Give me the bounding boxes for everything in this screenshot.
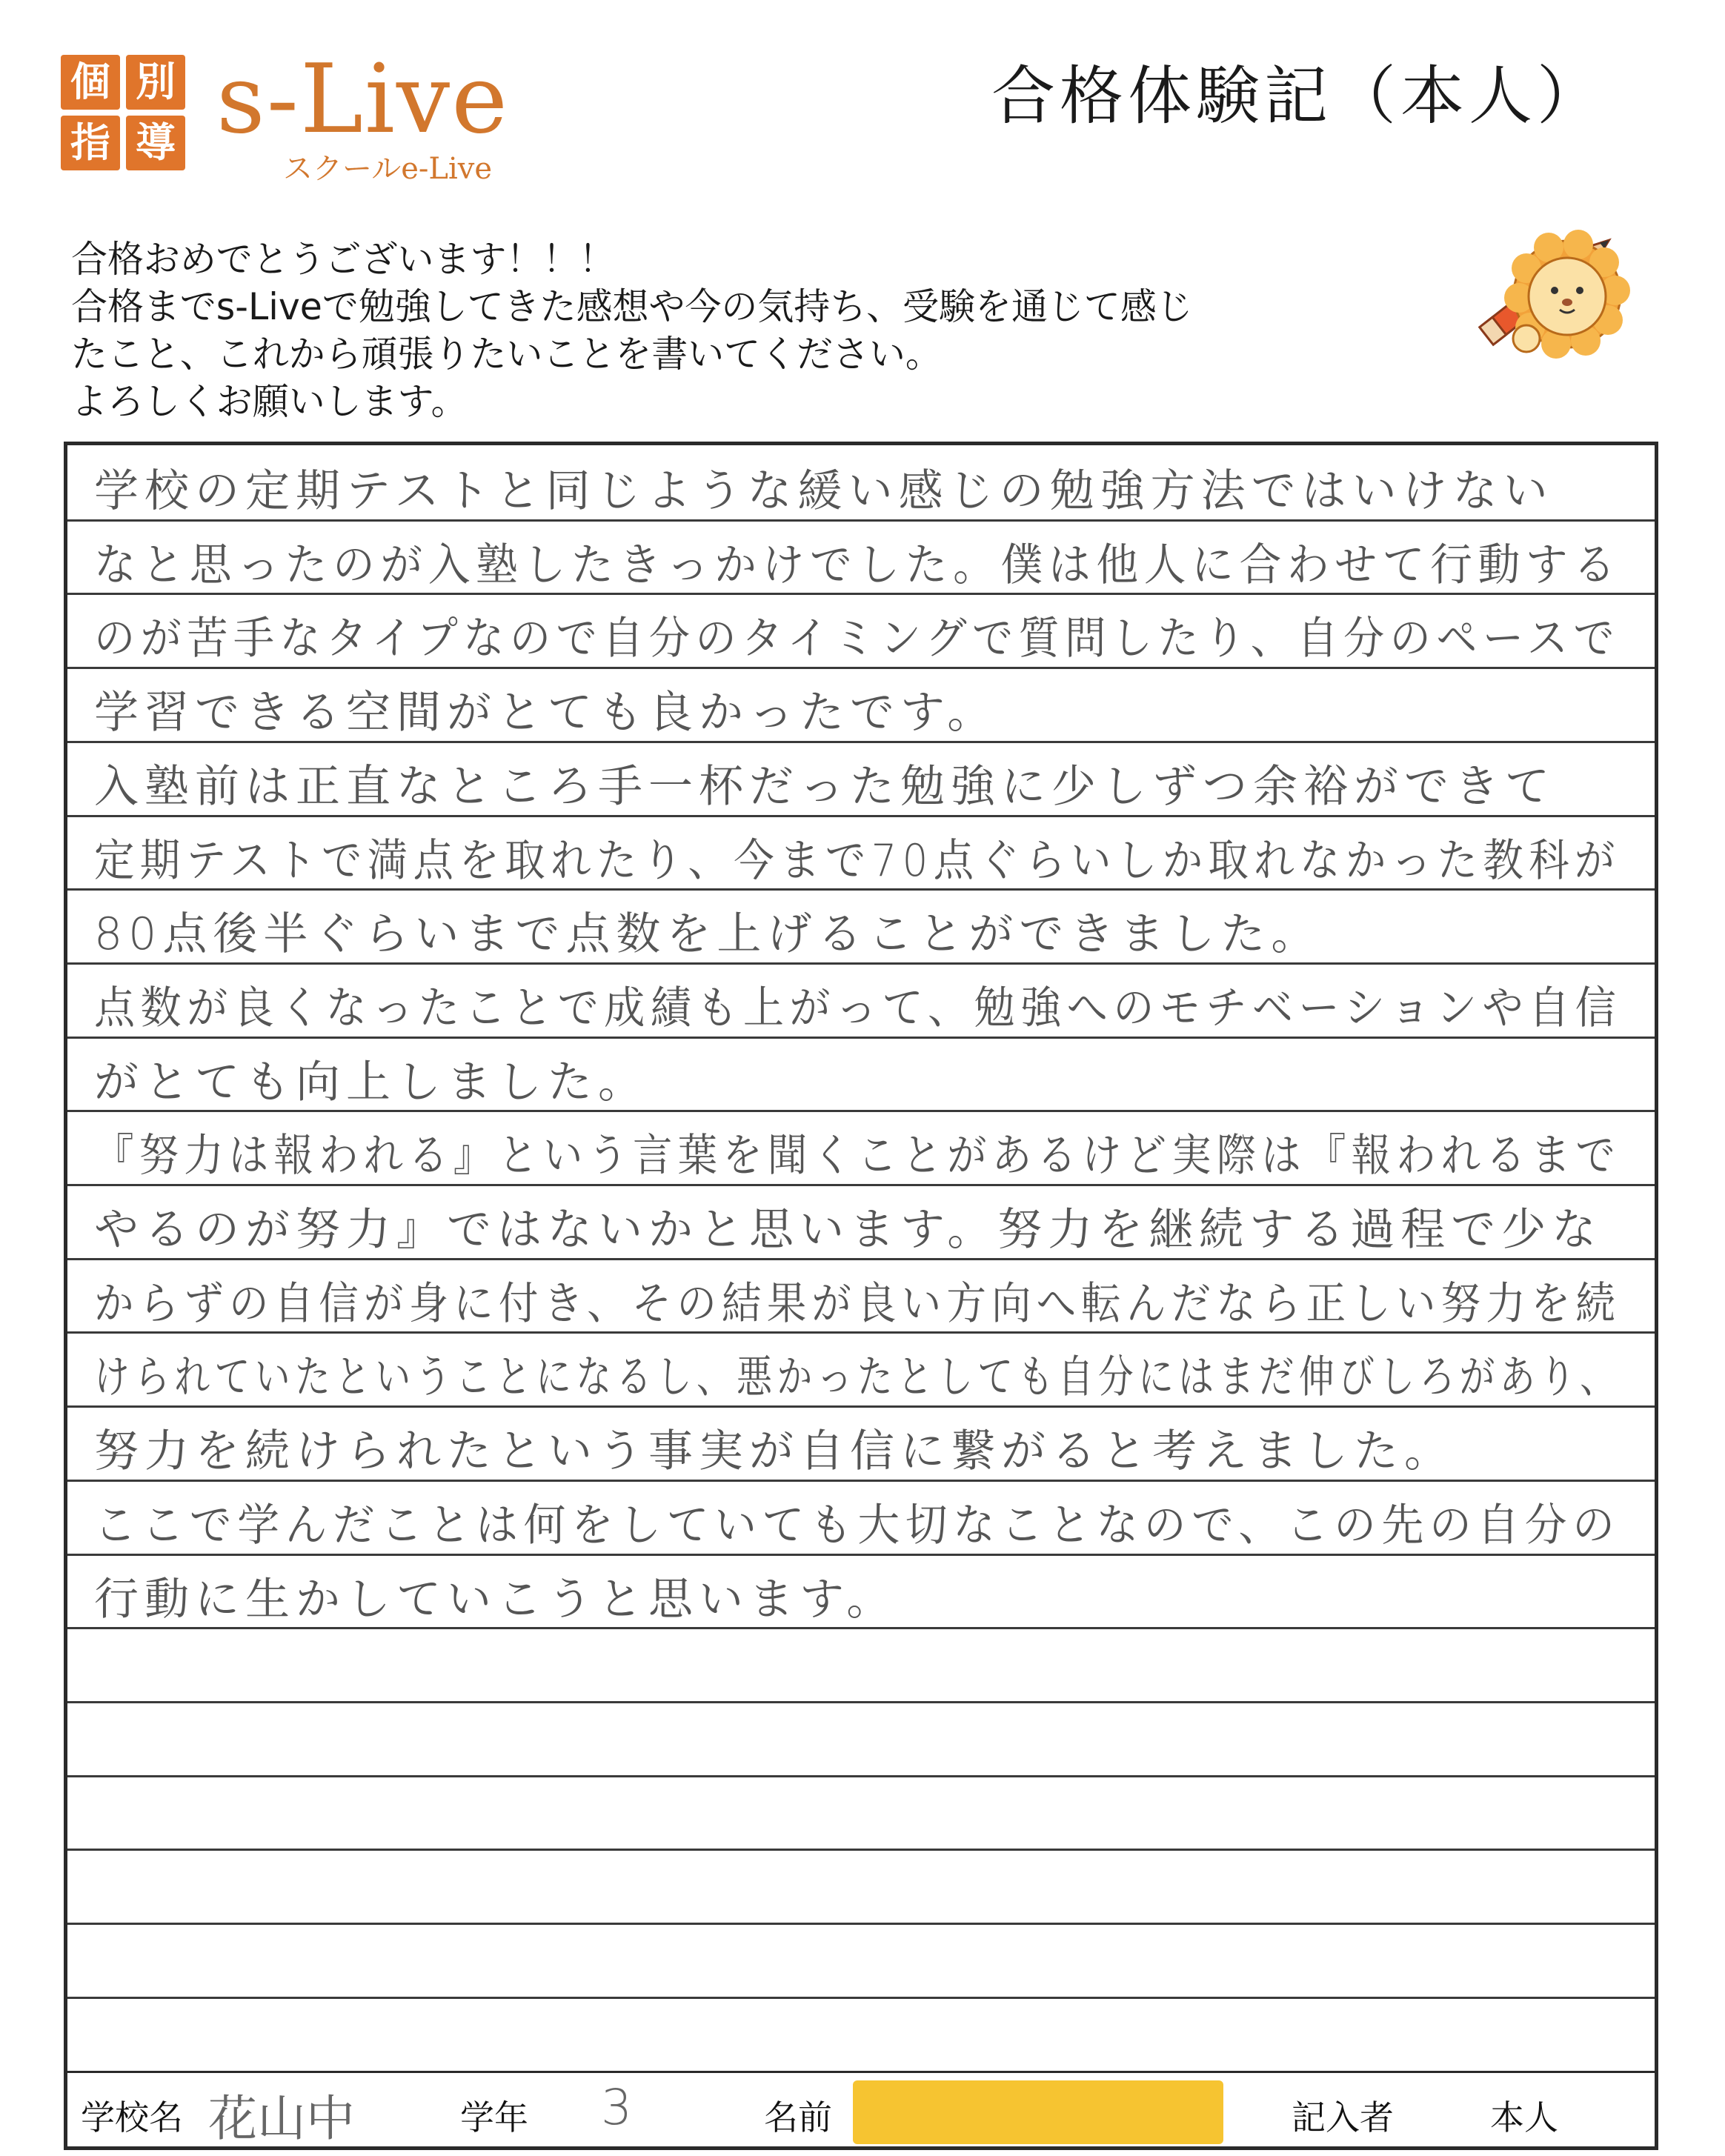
school-label: 学校名: [81, 2097, 183, 2137]
ruled-line: [67, 888, 1655, 891]
handwritten-line: なと思ったのが入塾したきっかけでした。僕は他人に合わせて行動する: [94, 539, 1621, 591]
ruled-line: [67, 1775, 1655, 1777]
handwritten-line: やるのが努力』ではないかと思います。努力を継続する過程で少な: [94, 1204, 1603, 1256]
brand-subtitle: スクールe-Live: [283, 152, 493, 186]
handwritten-line: 点数が良くなったことで成績も上がって、勉強へのモチベーションや自信: [94, 982, 1622, 1034]
ruled-line: [67, 1554, 1655, 1556]
logo-cell: 個: [61, 55, 120, 110]
instructions: [71, 236, 1464, 425]
instruction-line: 合格までs-Liveで勉強してきた感想や今の気持ち、受験を通じて感じ: [71, 285, 1193, 328]
ruled-line: [67, 1184, 1655, 1186]
logo-cell: 指: [61, 116, 120, 170]
form-footer: [67, 2071, 1655, 2149]
name-label: 名前: [764, 2097, 832, 2137]
handwritten-line: ここで学んだことは何をしていても大切なことなので、この先の自分の: [94, 1500, 1621, 1551]
ruled-line: [67, 1258, 1655, 1260]
ruled-line: [67, 1997, 1655, 1999]
handwritten-line: 定期テストで満点を取れたり、今まで70点ぐらいしか取れなかった教科が: [94, 835, 1621, 887]
handwritten-line: 努力を続けられたという事実が自信に繋がると考えました。: [94, 1425, 1455, 1477]
brand-logo: [216, 44, 565, 185]
writer-value: 本人: [1490, 2097, 1558, 2137]
logo-cell: 導: [126, 116, 185, 170]
writer-label: 記入者: [1292, 2097, 1394, 2137]
ruled-line: [67, 815, 1655, 817]
lined-area: [67, 445, 1655, 2071]
handwritten-line: からずの自信が身に付き、その結果が良い方向へ転んだなら正しい努力を続: [94, 1278, 1621, 1330]
ruled-line: [67, 962, 1655, 965]
ruled-line: [67, 1331, 1655, 1334]
handwritten-line: 入塾前は正直なところ手一杯だった勉強に少しずつ余裕ができて: [94, 761, 1555, 813]
logo-badge: [61, 55, 187, 170]
ruled-line: [67, 741, 1655, 743]
instruction-line: たこと、これから頑張りたいことを書いてください。: [71, 333, 942, 376]
ruled-line: [67, 1627, 1655, 1629]
page-title: 合格体験記（本人）: [991, 59, 1605, 133]
grade-value: 3: [601, 2079, 632, 2136]
instruction-line: よろしくお願いします。: [71, 380, 468, 423]
handwritten-line: 学習できる空間がとても良かったです。: [94, 687, 998, 739]
ruled-line: [67, 667, 1655, 669]
lion-holding-pencil-icon: [1445, 209, 1638, 379]
ruled-line: [67, 1405, 1655, 1408]
ruled-line: [67, 1480, 1655, 1482]
handwritten-line: 学校の定期テストと同じような緩い感じの勉強方法ではいけない: [94, 465, 1554, 517]
grade-label: 学年: [460, 2097, 528, 2137]
school-value: 花山中: [208, 2090, 355, 2147]
handwritten-line: 80点後半ぐらいまで点数を上げることができました。: [94, 908, 1322, 960]
handwritten-line: 行動に生かしていこうと思います。: [94, 1574, 897, 1626]
instruction-line: 合格おめでとうございます！！！: [71, 238, 616, 281]
ruled-line: [67, 519, 1655, 522]
brand-name: s-Live: [216, 44, 509, 155]
ruled-line: [67, 1849, 1655, 1851]
ruled-line: [67, 1037, 1655, 1039]
name-redaction: [853, 2080, 1223, 2144]
ruled-line: [67, 1110, 1655, 1112]
handwritten-line: のが苦手なタイプなので自分のタイミングで質問したり、自分のペースで: [94, 613, 1620, 665]
ruled-line: [67, 593, 1655, 595]
handwritten-line: 『努力は報われる』という言葉を聞くことがあるけど実際は『報われるまで: [94, 1130, 1621, 1182]
logo-cell: 別: [126, 55, 185, 110]
ruled-line: [67, 1923, 1655, 1925]
writing-box: [64, 442, 1658, 2150]
ruled-line: [67, 1701, 1655, 1703]
handwritten-line: けられていたということになるし、悪かったとしても自分にはまだ伸びしろがあり、: [94, 1351, 1621, 1403]
handwritten-line: がとても向上しました。: [94, 1057, 648, 1108]
